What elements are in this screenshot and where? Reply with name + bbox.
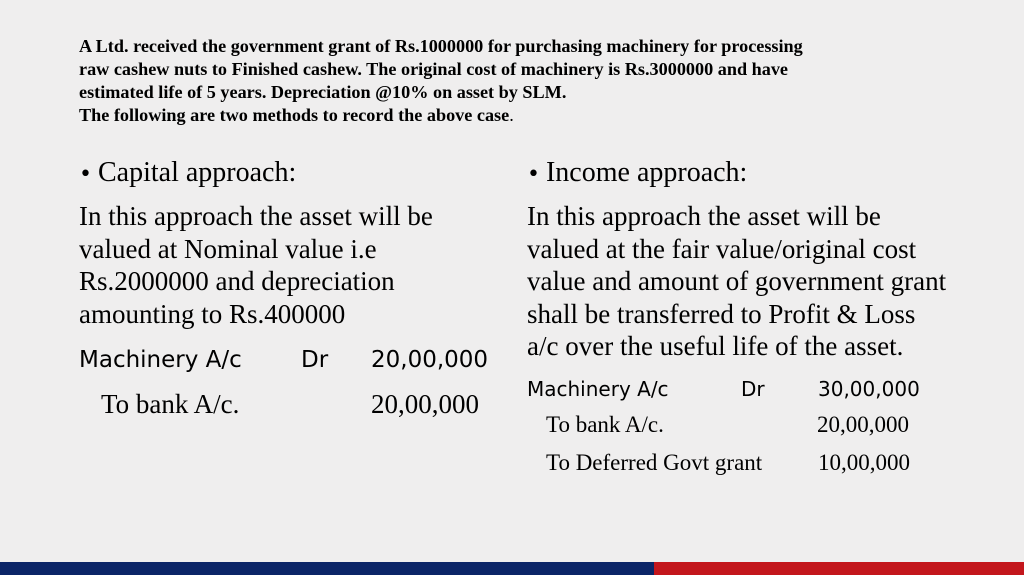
- income-journal-credit-row-2: [527, 449, 947, 487]
- capital-debit-dr: Dr: [301, 347, 329, 373]
- capital-approach-title: [79, 156, 499, 192]
- bullet-icon: •: [79, 162, 92, 187]
- heading-line-4: [79, 104, 959, 127]
- income-approach-title-text: Income approach:: [545, 157, 748, 188]
- slide-heading: [79, 35, 959, 127]
- income-approach-title: [527, 156, 947, 192]
- footer-bar-blue: [0, 562, 654, 575]
- capital-journal-debit-row: [79, 344, 499, 388]
- bullet-icon: •: [527, 162, 540, 187]
- income-journal-debit-row: [527, 375, 947, 411]
- income-credit1-amount: 20,00,000: [817, 411, 909, 437]
- income-approach-paragraph: In this approach the asset will be valued at the fair value/original cost value and amount of government grant shall be transferred to Profit & Loss a/c over the useful life of the asset.: [527, 201, 947, 361]
- capital-credit-amount: 20,00,000: [371, 389, 479, 419]
- heading-line-4-period: .: [509, 105, 514, 125]
- heading-line-2: raw cashew nuts to Finished cashew. The original cost of machinery is Rs.3000000 and have: [79, 59, 789, 79]
- capital-approach-column: [79, 156, 499, 428]
- income-credit2-account: To Deferred Govt grant: [546, 449, 763, 475]
- capital-journal-credit-row: [79, 388, 499, 428]
- heading-line-4-text: The following are two methods to record the above case: [79, 105, 510, 125]
- heading-line-3: estimated life of 5 years. Depreciation @10% on asset by SLM.: [79, 82, 567, 102]
- income-debit-amount: 30,00,000: [818, 376, 920, 401]
- income-credit2-amount: 10,00,000: [818, 449, 910, 475]
- income-approach-column: [527, 156, 947, 487]
- capital-debit-account: Machinery A/c: [79, 347, 242, 373]
- capital-credit-account: To bank A/c.: [101, 389, 240, 419]
- capital-approach-paragraph: In this approach the asset will be valued at Nominal value i.e Rs.2000000 and depreciation amounting to Rs.400000: [79, 201, 433, 329]
- heading-line-1: A Ltd. received the government grant of Rs.1000000 for purchasing machinery for processing: [79, 36, 803, 56]
- income-debit-account: Machinery A/c: [527, 376, 669, 401]
- income-debit-dr: Dr: [741, 376, 765, 401]
- income-journal-credit-row-1: [527, 411, 947, 449]
- capital-approach-title-text: Capital approach:: [97, 157, 297, 188]
- capital-debit-amount: 20,00,000: [371, 347, 489, 373]
- footer-bar-red: [654, 562, 1024, 575]
- income-credit1-account: To bank A/c.: [546, 411, 664, 437]
